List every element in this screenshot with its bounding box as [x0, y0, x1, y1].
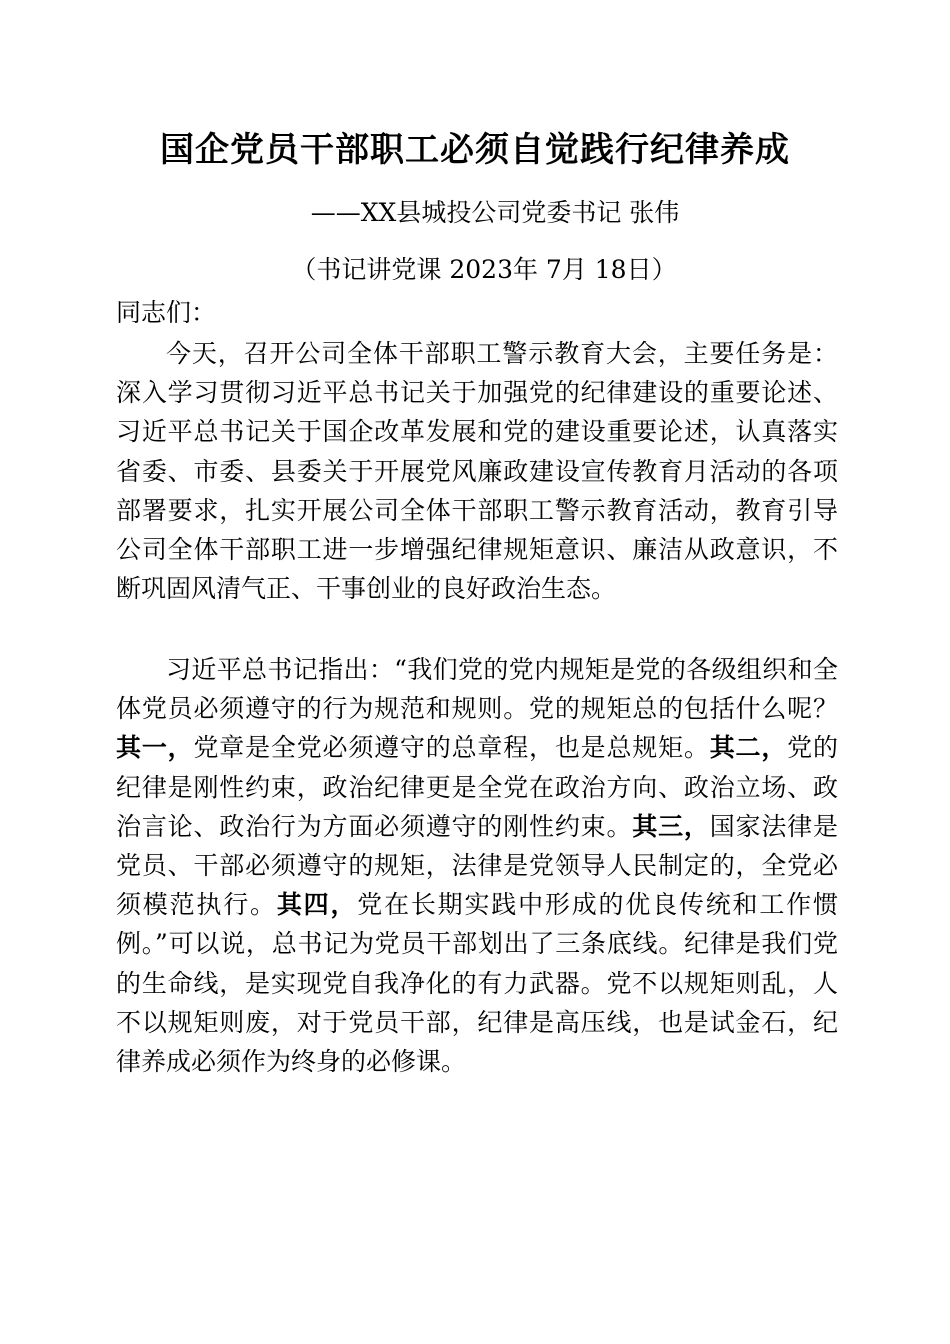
point-1-text: 党章是全党必须遵守的总章程，也是总规矩。 — [193, 733, 710, 763]
salutation: 同志们： — [116, 298, 217, 327]
point-1-lead: 其一， — [116, 733, 194, 763]
point-2-text: 党的纪律是刚性约束，政治纪律更是全党在政治方向、政治立场、政治言论、政治行为方面必须遵守的刚性约束。 — [116, 733, 838, 841]
point-2-lead: 其二， — [709, 733, 788, 763]
point-3-lead: 其三， — [632, 811, 710, 841]
document-occasion: （书记讲党课 2023年 7月 18日） — [291, 255, 677, 284]
point-4-lead: 其四， — [276, 890, 358, 920]
paragraph-1: 今天，召开公司全体干部职工警示教育大会，主要任务是：深入学习贯彻习近平总书记关于加强党的纪律建设的重要论述、习近平总书记关于国企改革发展和党的建设重要论述，认真落实省委、市委、县委关于开展党风廉政建设宣传教育月活动的各项部署要求，扎实开展公司全体干部职工警示教育活动，教育引导公司全体干部职工进一步增强纪律规矩意识、廉洁从政意识，不断巩固风清气正、干事创业的良好政治生态。 — [116, 339, 838, 604]
paragraph-2 — [116, 650, 838, 1081]
document-byline: ——XX县城投公司党委书记 张伟 — [310, 198, 680, 227]
point-4-text: 党在长期实践中形成的优良传统和工作惯例。”可以说，总书记为党员干部划出了三条底线。纪律是我们党的生命线，是实现党自我净化的有力武器。党不以规矩则乱，人不以规矩则废，对于党员干部，纪律是高压线，也是试金石，纪律养成必须作为终身的必修课。 — [116, 890, 838, 1077]
document-title: 国企党员干部职工必须自觉践行纪律养成 — [160, 130, 790, 170]
point-3-text: 国家法律是党员、干部必须遵守的规矩，法律是党领导人民制定的，全党必须模范执行。 — [116, 811, 838, 920]
paragraph-2-intro: 习近平总书记指出：“我们党的党内规矩是党的各级组织和全体党员必须遵守的行为规范和规则。党的规矩总的包括什么呢？ — [116, 655, 838, 724]
